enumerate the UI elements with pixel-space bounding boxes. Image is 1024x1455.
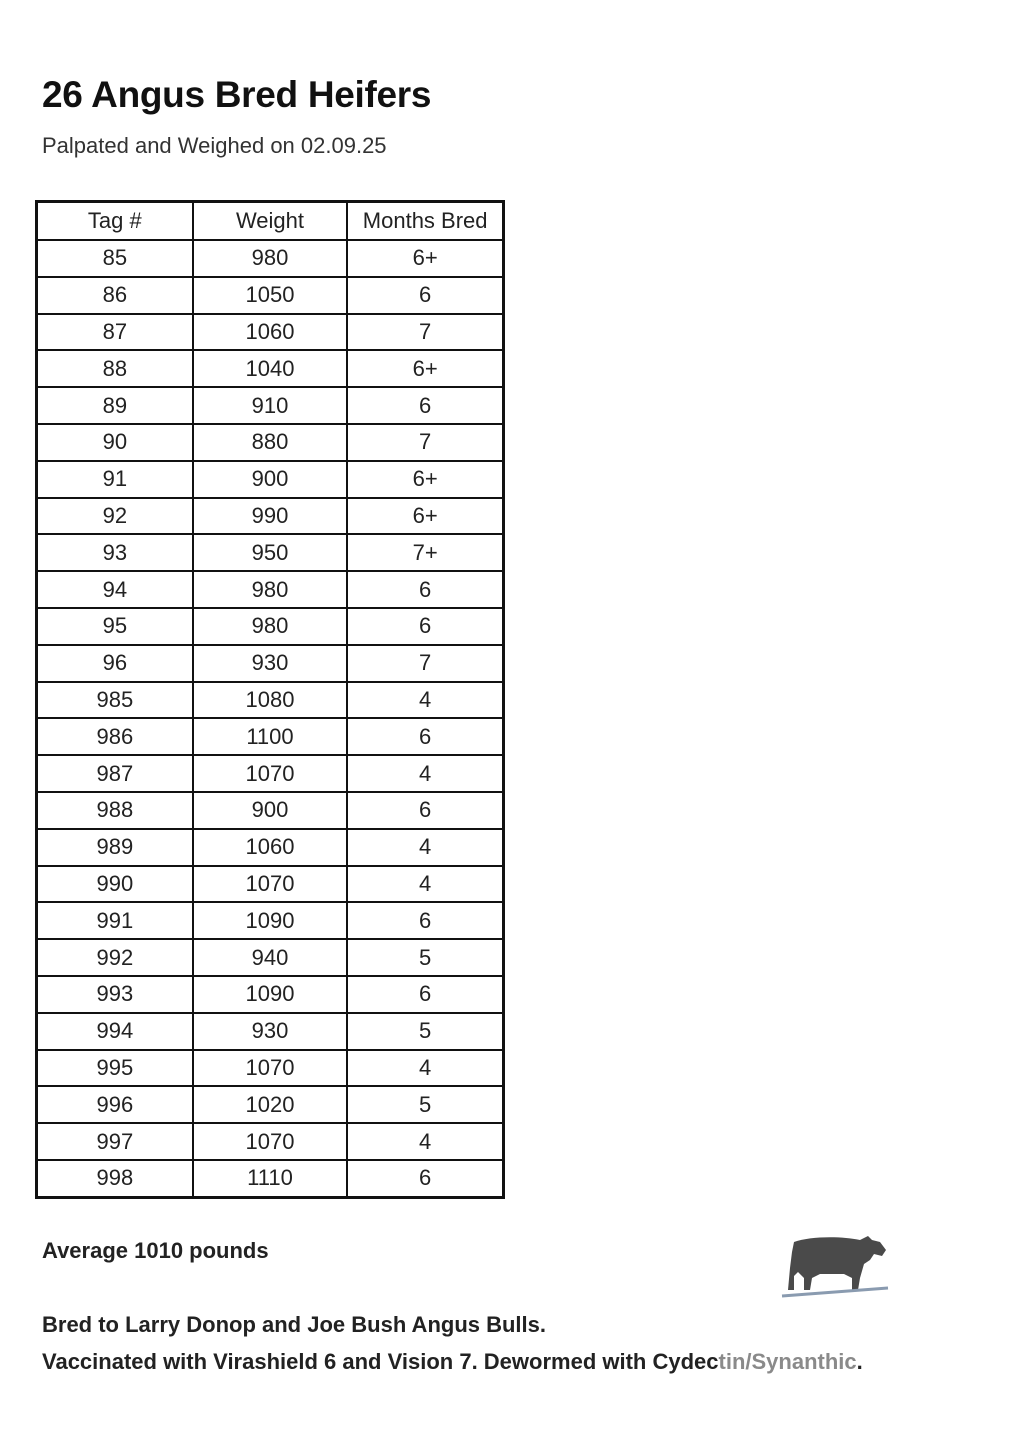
cell-months-bred: 4 — [347, 755, 502, 792]
cell-tag: 994 — [38, 1013, 193, 1050]
vaccine-note-faded: tin/Synanthic — [718, 1349, 857, 1374]
cell-tag: 93 — [38, 534, 193, 571]
table-row — [38, 387, 502, 424]
column-header-tag: Tag # — [38, 203, 193, 240]
cell-months-bred: 7 — [347, 645, 502, 682]
cell-months-bred: 4 — [347, 866, 502, 903]
bull-body — [788, 1236, 886, 1290]
cell-tag: 995 — [38, 1050, 193, 1087]
table-row — [38, 1160, 502, 1196]
cell-tag: 990 — [38, 866, 193, 903]
table-row — [38, 829, 502, 866]
cell-weight: 900 — [193, 792, 348, 829]
cell-weight: 1100 — [193, 718, 348, 755]
cell-months-bred: 6+ — [347, 461, 502, 498]
vaccine-note-end: . — [856, 1349, 863, 1374]
heifer-table-container — [35, 200, 505, 1199]
cell-months-bred: 6 — [347, 608, 502, 645]
table-row — [38, 534, 502, 571]
cell-months-bred: 5 — [347, 939, 502, 976]
cell-weight: 1060 — [193, 829, 348, 866]
table-row — [38, 792, 502, 829]
vaccine-note-main: Vaccinated with Virashield 6 and Vision 7. Dewormed with Cydec — [42, 1349, 719, 1374]
table-row — [38, 976, 502, 1013]
cell-weight: 880 — [193, 424, 348, 461]
cell-tag: 95 — [38, 608, 193, 645]
cell-tag: 94 — [38, 571, 193, 608]
cell-months-bred: 6 — [347, 976, 502, 1013]
cell-tag: 92 — [38, 498, 193, 535]
cell-weight: 1110 — [193, 1160, 348, 1196]
table-row — [38, 240, 502, 277]
average-weight: Average 1010 pounds — [42, 1238, 269, 1263]
table-row — [38, 866, 502, 903]
cell-months-bred: 6+ — [347, 240, 502, 277]
cell-months-bred: 6 — [347, 718, 502, 755]
table-row — [38, 571, 502, 608]
table-row — [38, 939, 502, 976]
cell-weight: 1070 — [193, 755, 348, 792]
cell-months-bred: 7 — [347, 314, 502, 351]
table-row — [38, 755, 502, 792]
bull-ground-shadow — [782, 1288, 888, 1296]
cell-weight: 1090 — [193, 976, 348, 1013]
cell-weight: 1020 — [193, 1086, 348, 1123]
cell-months-bred: 6 — [347, 277, 502, 314]
cell-months-bred: 7+ — [347, 534, 502, 571]
cell-tag: 985 — [38, 682, 193, 719]
cell-tag: 996 — [38, 1086, 193, 1123]
table-row — [38, 314, 502, 351]
cell-tag: 86 — [38, 277, 193, 314]
cell-months-bred: 4 — [347, 829, 502, 866]
cell-months-bred: 4 — [347, 1123, 502, 1160]
cell-tag: 988 — [38, 792, 193, 829]
table-row — [38, 424, 502, 461]
cell-weight: 950 — [193, 534, 348, 571]
cell-months-bred: 4 — [347, 1050, 502, 1087]
cell-tag: 987 — [38, 755, 193, 792]
cell-weight: 990 — [193, 498, 348, 535]
table-row — [38, 1013, 502, 1050]
cell-months-bred: 6+ — [347, 350, 502, 387]
cell-months-bred: 6 — [347, 571, 502, 608]
table-row — [38, 498, 502, 535]
cell-weight: 1070 — [193, 1050, 348, 1087]
cell-tag: 997 — [38, 1123, 193, 1160]
cell-weight: 910 — [193, 387, 348, 424]
cell-tag: 88 — [38, 350, 193, 387]
cell-tag: 992 — [38, 939, 193, 976]
cell-tag: 998 — [38, 1160, 193, 1196]
cell-tag: 989 — [38, 829, 193, 866]
cell-months-bred: 7 — [347, 424, 502, 461]
cell-tag: 90 — [38, 424, 193, 461]
cell-months-bred: 6 — [347, 902, 502, 939]
cell-weight: 980 — [193, 608, 348, 645]
heifer-table — [38, 203, 502, 1196]
document-title: 26 Angus Bred Heifers — [42, 74, 432, 115]
table-body — [38, 240, 502, 1196]
document-subtitle: Palpated and Weighed on 02.09.25 — [42, 133, 387, 158]
cell-months-bred: 4 — [347, 682, 502, 719]
table-header-row — [38, 203, 502, 240]
cell-weight: 1090 — [193, 902, 348, 939]
cell-months-bred: 6+ — [347, 498, 502, 535]
cell-tag: 89 — [38, 387, 193, 424]
table-row — [38, 1123, 502, 1160]
table-row — [38, 645, 502, 682]
table-row — [38, 1050, 502, 1087]
table-row — [38, 608, 502, 645]
cell-weight: 900 — [193, 461, 348, 498]
cell-weight: 1060 — [193, 314, 348, 351]
cell-weight: 1040 — [193, 350, 348, 387]
cell-weight: 930 — [193, 645, 348, 682]
table-row — [38, 902, 502, 939]
table-row — [38, 461, 502, 498]
cell-tag: 991 — [38, 902, 193, 939]
cell-weight: 940 — [193, 939, 348, 976]
vaccine-note — [42, 1349, 863, 1375]
cell-months-bred: 6 — [347, 387, 502, 424]
cell-weight: 980 — [193, 571, 348, 608]
cell-weight: 930 — [193, 1013, 348, 1050]
column-header-weight: Weight — [193, 203, 348, 240]
column-header-months-bred: Months Bred — [347, 203, 502, 240]
cell-months-bred: 6 — [347, 1160, 502, 1196]
cell-weight: 1080 — [193, 682, 348, 719]
table-row — [38, 682, 502, 719]
cell-tag: 986 — [38, 718, 193, 755]
bred-note: Bred to Larry Donop and Joe Bush Angus Bulls. — [42, 1312, 547, 1337]
cell-tag: 91 — [38, 461, 193, 498]
cell-months-bred: 6 — [347, 792, 502, 829]
cell-weight: 1070 — [193, 866, 348, 903]
bull-silhouette-icon — [780, 1228, 890, 1300]
cell-weight: 1070 — [193, 1123, 348, 1160]
table-row — [38, 718, 502, 755]
cell-tag: 993 — [38, 976, 193, 1013]
table-row — [38, 350, 502, 387]
cell-tag: 96 — [38, 645, 193, 682]
table-row — [38, 1086, 502, 1123]
cell-months-bred: 5 — [347, 1086, 502, 1123]
cell-weight: 980 — [193, 240, 348, 277]
cell-tag: 87 — [38, 314, 193, 351]
cell-months-bred: 5 — [347, 1013, 502, 1050]
cell-tag: 85 — [38, 240, 193, 277]
cell-weight: 1050 — [193, 277, 348, 314]
table-row — [38, 277, 502, 314]
